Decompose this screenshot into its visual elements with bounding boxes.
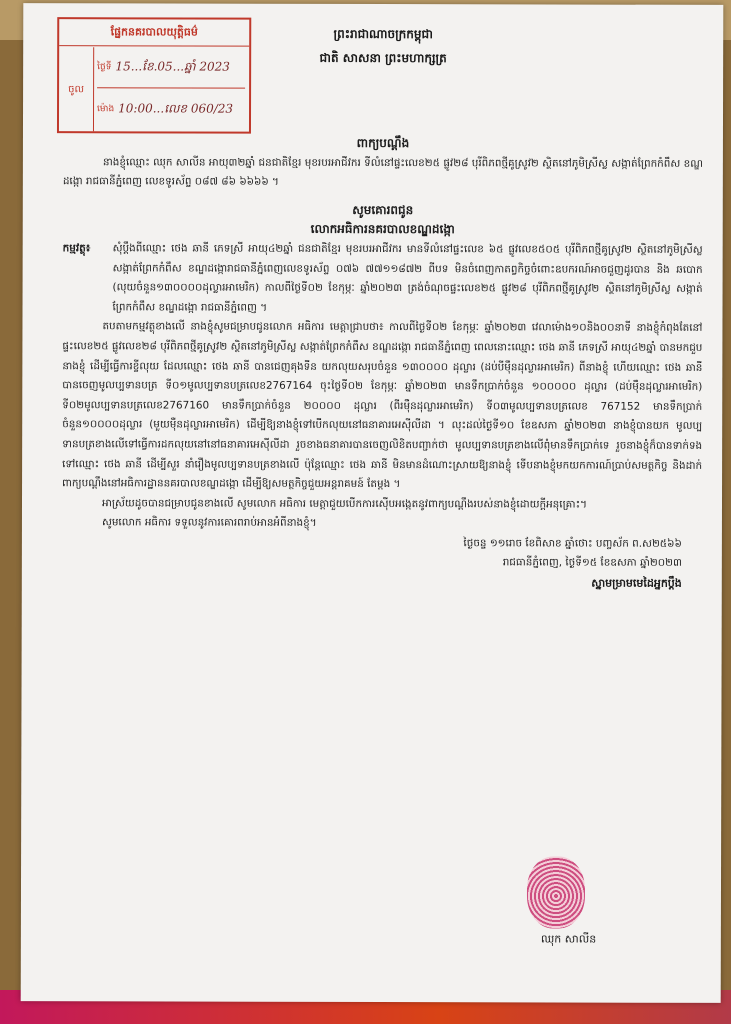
subject-label: កម្មវត្ថុ៖ bbox=[62, 242, 91, 255]
gregorian-date: រាជធានីភ្នំពេញ, ថ្ងៃទី១៥ ខែឧសភា ឆ្នាំ២០២៣ bbox=[502, 556, 682, 570]
stamp-left-label: ចូល bbox=[59, 47, 94, 131]
kingdom-title: ព្រះរាជាណាចក្រកម្ពុជា bbox=[333, 26, 433, 42]
body-paragraph-2: អាស្រ័យដូចបានជម្រាបជូនខាងលើ សូមលោក អធិការ មេត្តាជួយបើកការស៊ើបអង្កេតនូវពាក្យបណ្តឹងរបស់នាងខ្ញុំដោយក្តីអនុគ្រោះ។ bbox=[101, 496, 588, 511]
stamp-time-value: 10:00...លេខ 060/23 bbox=[118, 101, 234, 116]
stamp-time-row bbox=[97, 89, 245, 129]
kingdom-header bbox=[273, 26, 493, 69]
stamp-date-label: ថ្ងៃទី bbox=[97, 61, 112, 72]
stamp-title: ផ្នែកនគរបាលយុត្តិធម៌ bbox=[59, 19, 249, 46]
body-paragraph-1: តបតាមកម្មវត្ថុខាងលើ នាងខ្ញុំសូមជម្រាបជូនលោក អធិការ មេត្តាជ្រាបថា៖ កាលពីថ្ងៃទី០២ ខែកុម្ភៈ ឆ្នាំ២០២៣ វេលាម៉ោង១០និង០០នាទី នាងខ្ញុំកំពុងតែនៅផ្ទះលេខ២៥ ផ្លូវលេខ២៨ បុរីពិភពថ្មីគូស្រូវ២ ស្ថិតនៅភូមិស្រីស្ល សង្កាត់ព្រែកកំពឹស ខណ្ឌដង្កោ រាជធានីភ្នំពេញ ពេលនោះឈ្មោះ ថេង ឆានី ភេទស្រី អាយុ៤២ឆ្នាំ បានមកជួបនាងខ្ញុំ ដើម្បីធ្វើការខ្ចីលុយ ដែលឈ្មោះ ថេង ឆានី បានជេញគុងទីន យកលុយសរុបចំនួន ១៣០០០០ ដុល្លារ (ដប់បីម៉ឺនដុល្លារអាមេរិក) ពីនាងខ្ញុំ ហើយឈ្មោះ ថេង ឆានី បានចេញមូលប្បទានបត្រ ទី០១មូលប្បទានបត្រលេខ2767164 ចុះថ្ងៃទី០២ ខែកុម្ភៈ ឆ្នាំ២០២៣ មានទឹកប្រាក់ចំនួន ១០០០០០ ដុល្លារ (ដប់ម៉ឺនដុល្លារអាមេរិក) ទី០២មូលប្បទានបត្រលេខ2767160 មានទឹកប្រាក់ចំនួន ២០០០០ ដុល្លារ (ពីរម៉ឺនដុល្លារអាមេរិក) ទី០៣មូលប្បទានបត្រលេខ 767152 មានទឹកប្រាក់ចំនួន១០០០០ដុល្លារ (មួយម៉ឺនដុល្លារអាមេរិក) ដើម្បីឱ្យនាងខ្ញុំទៅបើកលុយនៅធនាគារអេស៊ីលីដា ។ លុះដល់ថ្ងៃទី១០ ខែឧសភា ឆ្នាំ២០២៣ នាងខ្ញុំបានយក មូលប្បទានបត្រខាងលើទៅធ្វើការដកលុយនៅនៅធនាគារអេស៊ីលីដា រួចខាងធនាគារបានចេញលិខិតបញ្ជាក់ថា មូលប្បទានបត្រខាងលើពុំមានទឹកប្រាក់ទេ រួចនាងខ្ញុំក៏បានទាក់ទងទៅឈ្មោះ ថេង ឆានី ដើម្បីសួរ នាំរឿងមូលប្បទានបត្រខាងលើ ប៉ុន្តែឈ្មោះ ថេង ឆានី មិនមានដំណោះស្រាយឱ្យនាងខ្ញុំ ទើបនាងខ្ញុំមកយកការណ៍ប្រាប់សមត្ថកិច្ច និងដាក់ពាក្យបណ្តឹងនៅអធិការដ្ឋាននគរបាលខណ្ឌដង្កោ ដើម្បីឱ្យសមត្ថកិច្ចជួយអន្តរាគមន៍ តែម្តង ។ bbox=[62, 320, 703, 491]
subject-block bbox=[62, 239, 702, 319]
document-paper bbox=[21, 3, 724, 1003]
addressee-line: លោកអធិការនគរបាលខណ្ឌដង្កោ bbox=[310, 222, 455, 237]
kingdom-motto: ជាតិ សាសនា ព្រះមហាក្សត្រ bbox=[319, 50, 447, 66]
subject-text: សុំប្តឹងពីឈ្មោះ ថេង ឆានី ភេទស្រី អាយុ៤២ឆ្នាំ ជនជាតិខ្មែរ មុខរបរអាជីវករ មានទីលំនៅផ្ទះលេខ ៦៥ ផ្លូវលេខ៥០៥ បុរីពិភពថ្មីគូស្រូវ២ ស្ថិតនៅភូមិស្រីស្ល សង្កាត់ព្រែកកំពឹស ខណ្ឌដង្កោរាជធានីភ្នំពេញលេខទូរស័ព្ទ ០៧៦ ៧៧១១៨៧២ ពីបទ មិនចំពេញកាតព្វកិច្ចចំពោះឧបករណ៍អាចជួញដូរបាន និង ឆបោក (លុយចំនួន១៣០០០០ដុល្លារអាមេរិក) កាលពីថ្ងៃទី០២ ខែកុម្ភៈ ឆ្នាំ២០២៣ ត្រង់ចំណុចផ្ទះលេខ២៥ ផ្លូវ២៨ បុរីពិភពថ្មីគូស្រូវ២ ស្ថិតនៅភូមិស្រីស្ល សង្កាត់ព្រែកកំពឹស ខណ្ឌដង្កោ រាជធានីភ្នំពេញ ។ bbox=[112, 242, 703, 314]
complaint-body bbox=[62, 133, 703, 593]
registration-stamp bbox=[57, 17, 251, 134]
thumbprint-icon bbox=[527, 856, 585, 928]
signature-name: ឈុក សាលីន bbox=[540, 932, 597, 946]
intro-paragraph: នាងខ្ញុំឈ្មោះ ឈុក សាលីន អាយុ៣២ឆ្នាំ ជនជាតិខ្មែរ មុខរបរអាជីវករ ទីលំនៅផ្ទះលេខ២៥ ផ្លូវ២៨ បុរីពិភពថ្មីគូស្រូវ២ ស្ថិតនៅភូមិស្រីស្ល សង្កាត់ព្រែកកំពឹស ខណ្ឌដង្កោ រាជធានីភ្នំពេញ លេខទូរស័ព្ទ ០៨៧ ៨៦ ៦៦៦៦ ។ bbox=[62, 155, 703, 188]
stamp-date-row bbox=[97, 47, 245, 88]
respect-line: សូមគោរពជូន bbox=[352, 202, 414, 217]
stamp-date-value: 15...ខែ.05...ឆ្នាំ 2023 bbox=[115, 59, 230, 74]
document-title: ពាក្យបណ្តឹង bbox=[356, 135, 410, 151]
closing-paragraph: សូមលោក អធិការ ទទួលនូវការគោរពរាប់អានអំពីនាងខ្ញុំ។ bbox=[101, 516, 317, 530]
lunar-date: ថ្ងៃចន្ទ ១១រោច ខែពិសាខ ឆ្នាំថោះ បញ្ចស័ក ព.ស២៥៦៦ bbox=[463, 537, 682, 550]
stamp-time-label: ម៉ោង bbox=[97, 103, 115, 114]
signature-title: ស្នាមម្រាមមេដៃអ្នកប្តឹង bbox=[591, 576, 682, 590]
